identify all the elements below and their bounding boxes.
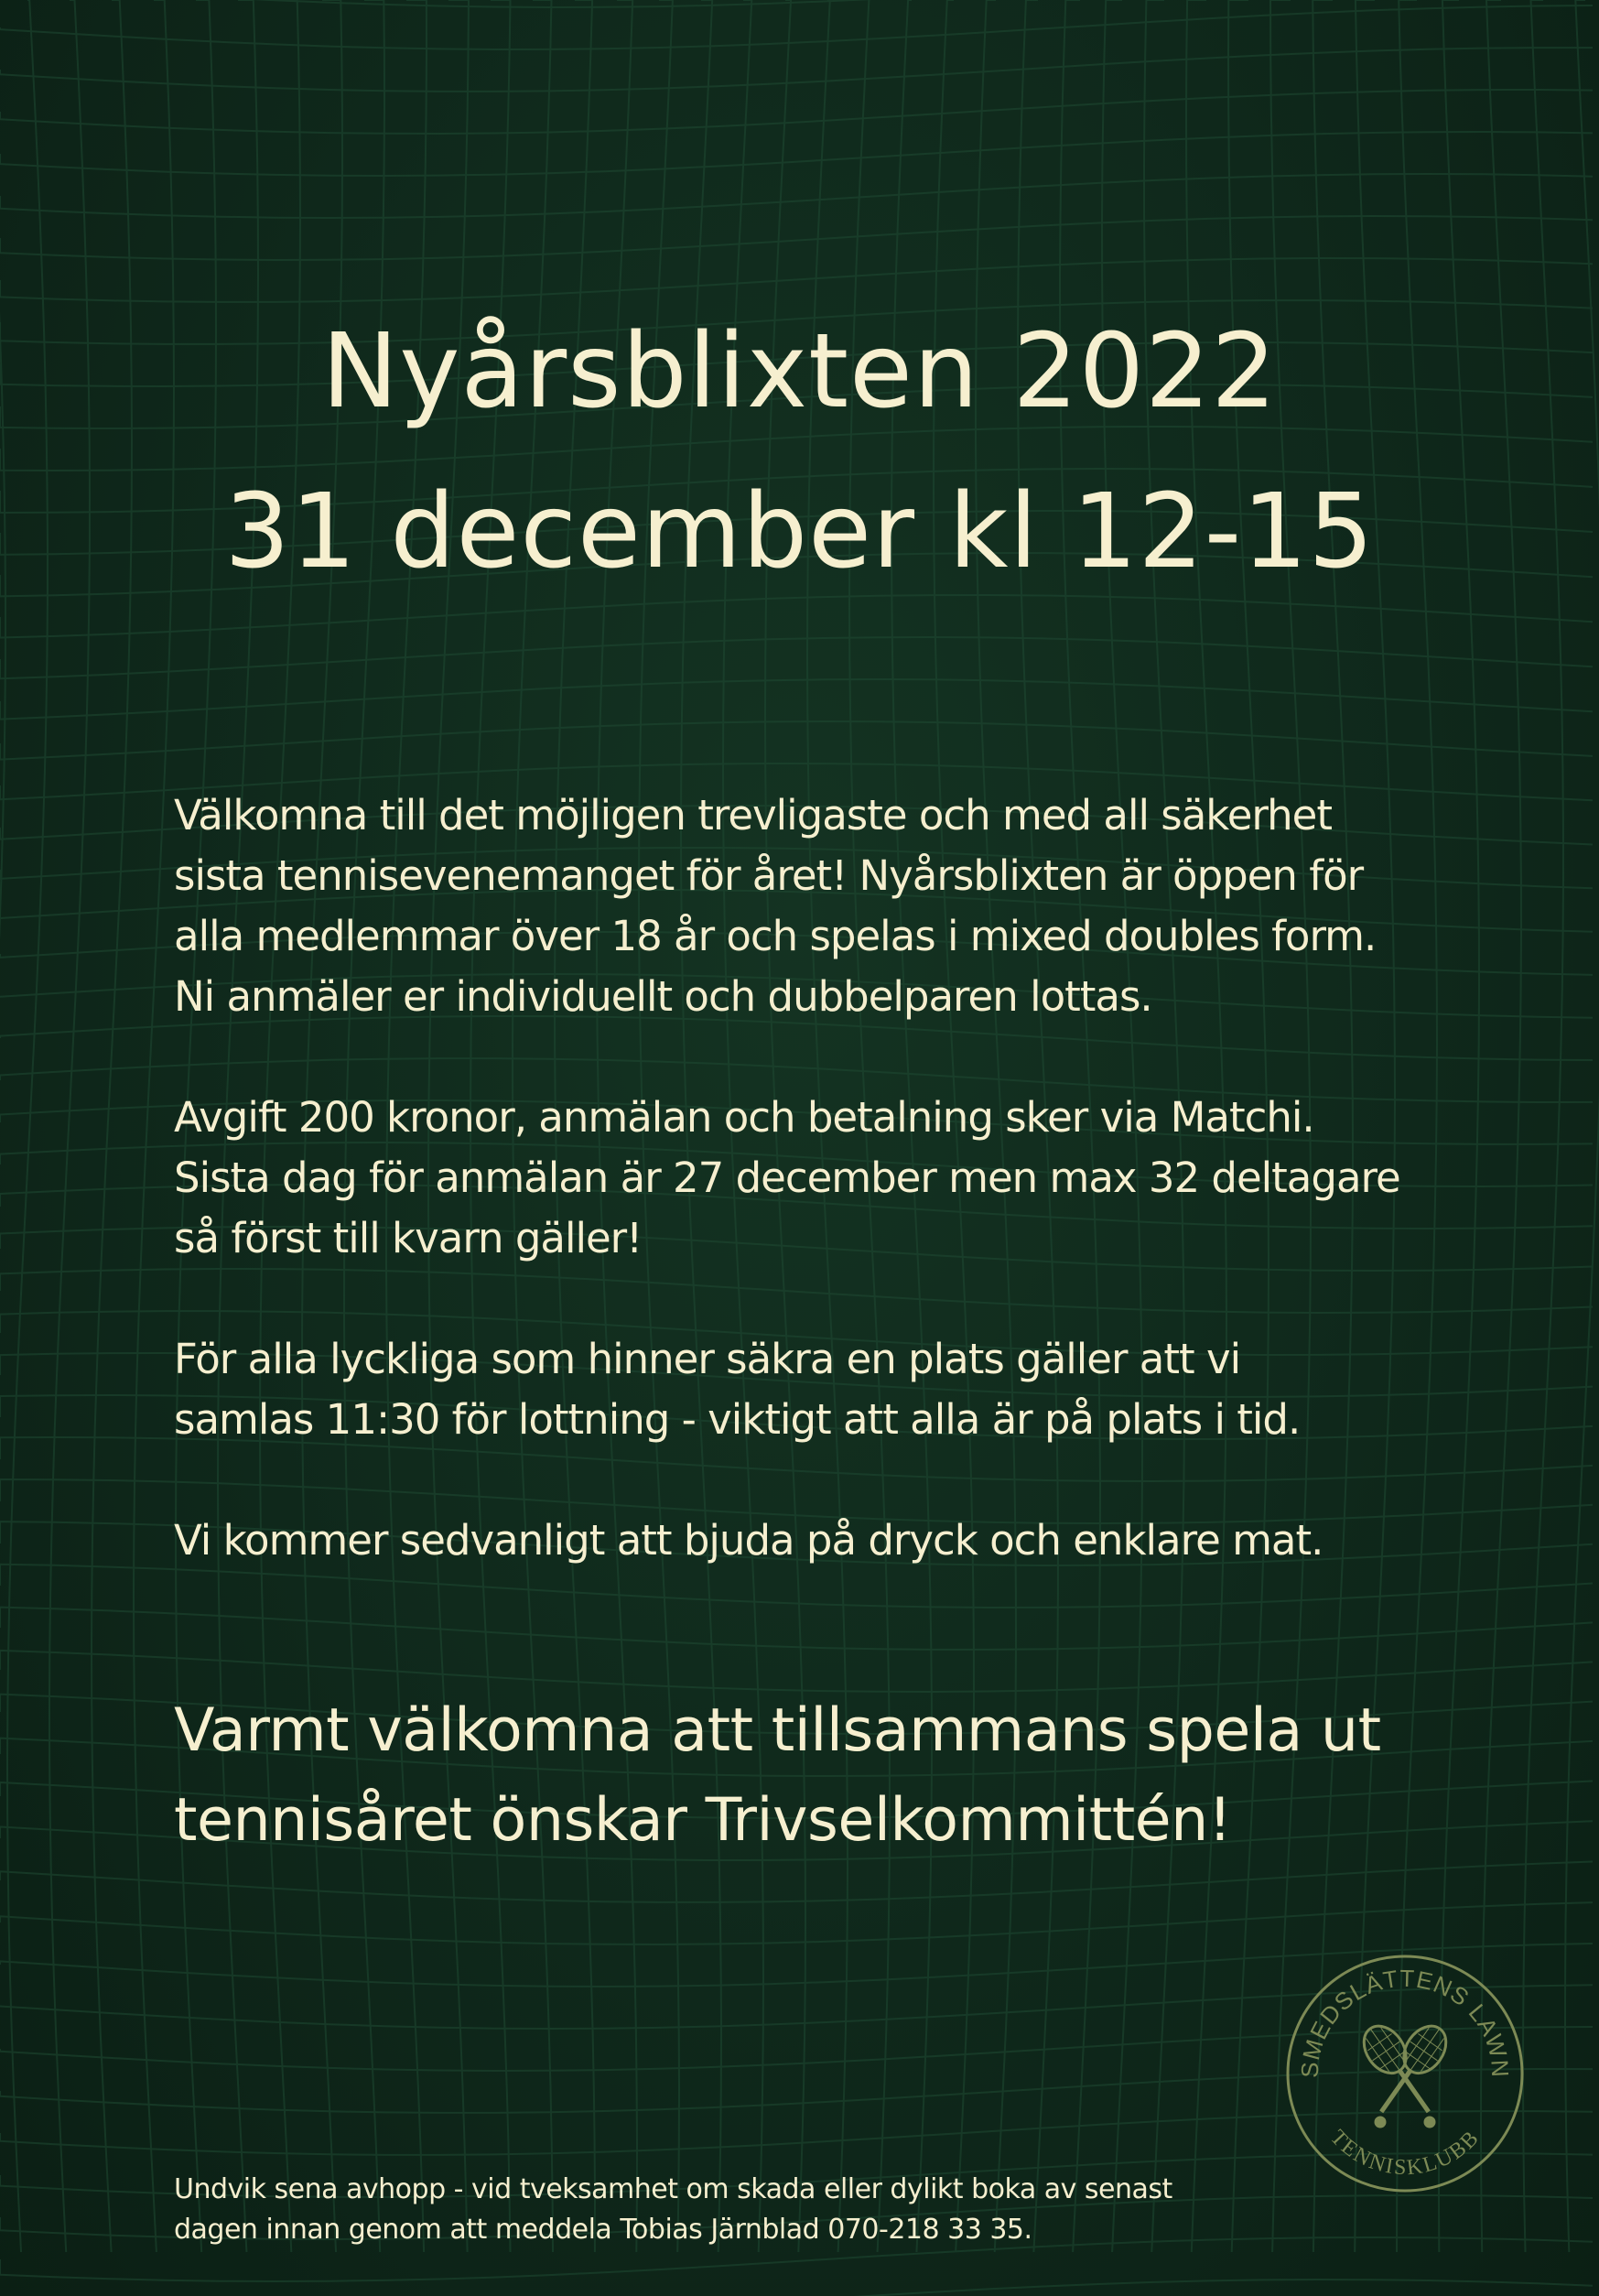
closing-message — [174, 1686, 1529, 1866]
event-description — [174, 785, 1529, 1571]
footer-line: Undvik sena avhopp - vid tveksamhet om skada eller dylikt boka av senast — [174, 2173, 1172, 2205]
text-line: Sista dag för anmälan är 27 december men max 32 deltagare — [174, 1153, 1400, 1202]
crossed-rackets-icon — [1356, 2018, 1454, 2127]
net-line — [0, 721, 1593, 760]
text-line: så först till kvarn gäller! — [174, 1214, 643, 1262]
footer-note — [174, 2170, 1364, 2250]
logo-text-top: SMEDSLÄTTENS LAWN — [1295, 1964, 1515, 2079]
net-line — [0, 174, 1593, 218]
text-line: Ni anmäler er individuellt och dubbelparen lottas. — [174, 972, 1152, 1021]
net-line — [0, 216, 1593, 260]
closing-line: Varmt välkomna att tillsammans spela ut — [174, 1696, 1381, 1765]
logo-text-bottom: TENNISKLUBB — [1325, 2125, 1485, 2181]
closing-line: tennisåret önskar Trivselkommittén! — [174, 1786, 1232, 1855]
net-line — [0, 1902, 1593, 1944]
text-line: sista tennisevenemanget för året! Nyårsblixten är öppen för — [174, 851, 1364, 900]
club-logo — [1281, 1950, 1529, 2197]
svg-text:TENNISKLUBB — [1325, 2126, 1485, 2181]
net-line — [0, 1862, 1593, 1902]
net-line — [0, 90, 1593, 134]
event-date-time: 31 december kl 12-15 — [224, 472, 1375, 591]
fee-paragraph — [174, 1088, 1529, 1269]
text-line: Avgift 200 kronor, anmälan och betalning sker via Matchi. — [174, 1093, 1314, 1142]
footer-line: dagen innan genom att meddela Tobias Järnblad 070-218 33 35. — [174, 2214, 1032, 2246]
gathering-paragraph — [174, 1329, 1529, 1450]
net-line — [0, 1608, 1593, 1650]
net-line — [0, 427, 1593, 471]
event-title: Nyårsblixten 2022 — [321, 312, 1278, 431]
text-line: Vi kommer sedvanligt att bjuda på dryck och enklare mat. — [174, 1516, 1323, 1565]
text-line: alla medlemmar över 18 år och spelas i mixed doubles form. — [174, 912, 1377, 960]
net-line — [0, 637, 1593, 678]
intro-paragraph — [174, 785, 1529, 1027]
net-line — [0, 595, 1593, 638]
net-line — [0, 5, 1593, 49]
net-line — [0, 0, 1593, 7]
net-line — [0, 132, 1593, 176]
text-line: samlas 11:30 för lottning - viktigt att alla är på plats i tid. — [174, 1395, 1301, 1444]
refreshments-paragraph — [174, 1511, 1529, 1571]
text-line: Välkomna till det möjligen trevligaste och med all säkerhet — [174, 791, 1332, 839]
text-line: För alla lyckliga som hinner säkra en plats gäller att vi — [174, 1335, 1241, 1383]
net-line — [0, 2280, 1593, 2296]
net-line — [0, 48, 1593, 92]
net-line — [0, 679, 1593, 720]
net-line — [0, 258, 1593, 302]
